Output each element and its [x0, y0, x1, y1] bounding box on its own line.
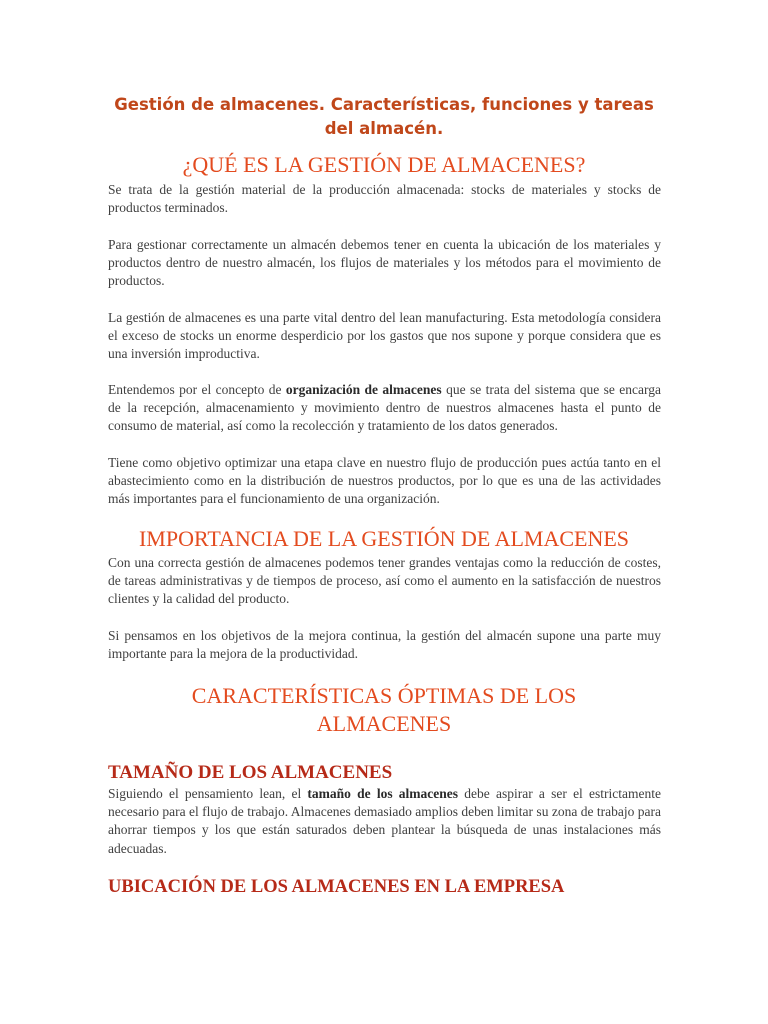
- paragraph-text: que se trata del sistema que se encarga de la recepción, almacenamiento y movimiento dentro de nuestros almacenes hasta el punto de consumo de material, así como la recolección y tratamiento de los datos generados.: [108, 382, 661, 434]
- paragraph-text: debe aspirar a ser el estrictamente necesario para el flujo de trabajo. Almacenes demasiado amplios deben limitar su zona de trabajo para ahorrar tiempos y los que están saturados deben plantear la búsqueda de unas instalaciones más adecuadas.: [108, 786, 661, 856]
- paragraph-importancia-1: Con una correcta gestión de almacenes podemos tener grandes ventajas como la reducción de costes, de tareas administrativas y de tiempos de proceso, así como el aumento en la satisfacción de nuestros clientes y la calidad del producto.: [108, 555, 661, 607]
- paragraph-text: Entendemos por el concepto de: [108, 382, 286, 397]
- paragraph-que-es-5: Tiene como objetivo optimizar una etapa clave en nuestro flujo de producción pues actúa tanto en el abastecimiento como en la distribución de nuestros productos, por lo que es una de las actividades más importantes para el funcionamiento de una organización.: [108, 455, 661, 507]
- heading-ubicacion: UBICACIÓN DE LOS ALMACENES EN LA EMPRESA: [108, 877, 565, 897]
- paragraph-que-es-4: [108, 381, 661, 436]
- document-title: Gestión de almacenes. Características, funciones y tareas del almacén.: [114, 95, 654, 138]
- paragraph-tamano-1: [108, 785, 661, 858]
- heading-importancia: IMPORTANCIA DE LA GESTIÓN DE ALMACENES: [138, 526, 630, 551]
- bold-term-organizacion: organización de almacenes: [285, 382, 442, 397]
- paragraph-text: Siguiendo el pensamiento lean, el: [108, 786, 308, 801]
- paragraph-que-es-3: La gestión de almacenes es una parte vital dentro del lean manufacturing. Esta metodología considera el exceso de stocks un enorme desperdicio por los gastos que nos supone y porque considera que es una inversión improductiva.: [108, 310, 661, 362]
- heading-tamano: TAMAÑO DE LOS ALMACENES: [108, 762, 393, 783]
- heading-caracteristicas: CARACTERÍSTICAS ÓPTIMAS DE LOS ALMACENES: [191, 683, 577, 736]
- bold-term-tamano: tamaño de los almacenes: [307, 786, 459, 801]
- paragraph-que-es-1: Se trata de la gestión material de la producción almacenada: stocks de materiales y stocks de productos terminados.: [108, 182, 661, 216]
- paragraph-que-es-2: Para gestionar correctamente un almacén debemos tener en cuenta la ubicación de los materiales y productos dentro de nuestro almacén, los flujos de materiales y los métodos para el movimiento de productos.: [108, 237, 661, 289]
- heading-que-es: ¿QUÉ ES LA GESTIÓN DE ALMACENES?: [182, 152, 586, 177]
- paragraph-importancia-2: Si pensamos en los objetivos de la mejora continua, la gestión del almacén supone una parte muy importante para la mejora de la productividad.: [108, 628, 661, 662]
